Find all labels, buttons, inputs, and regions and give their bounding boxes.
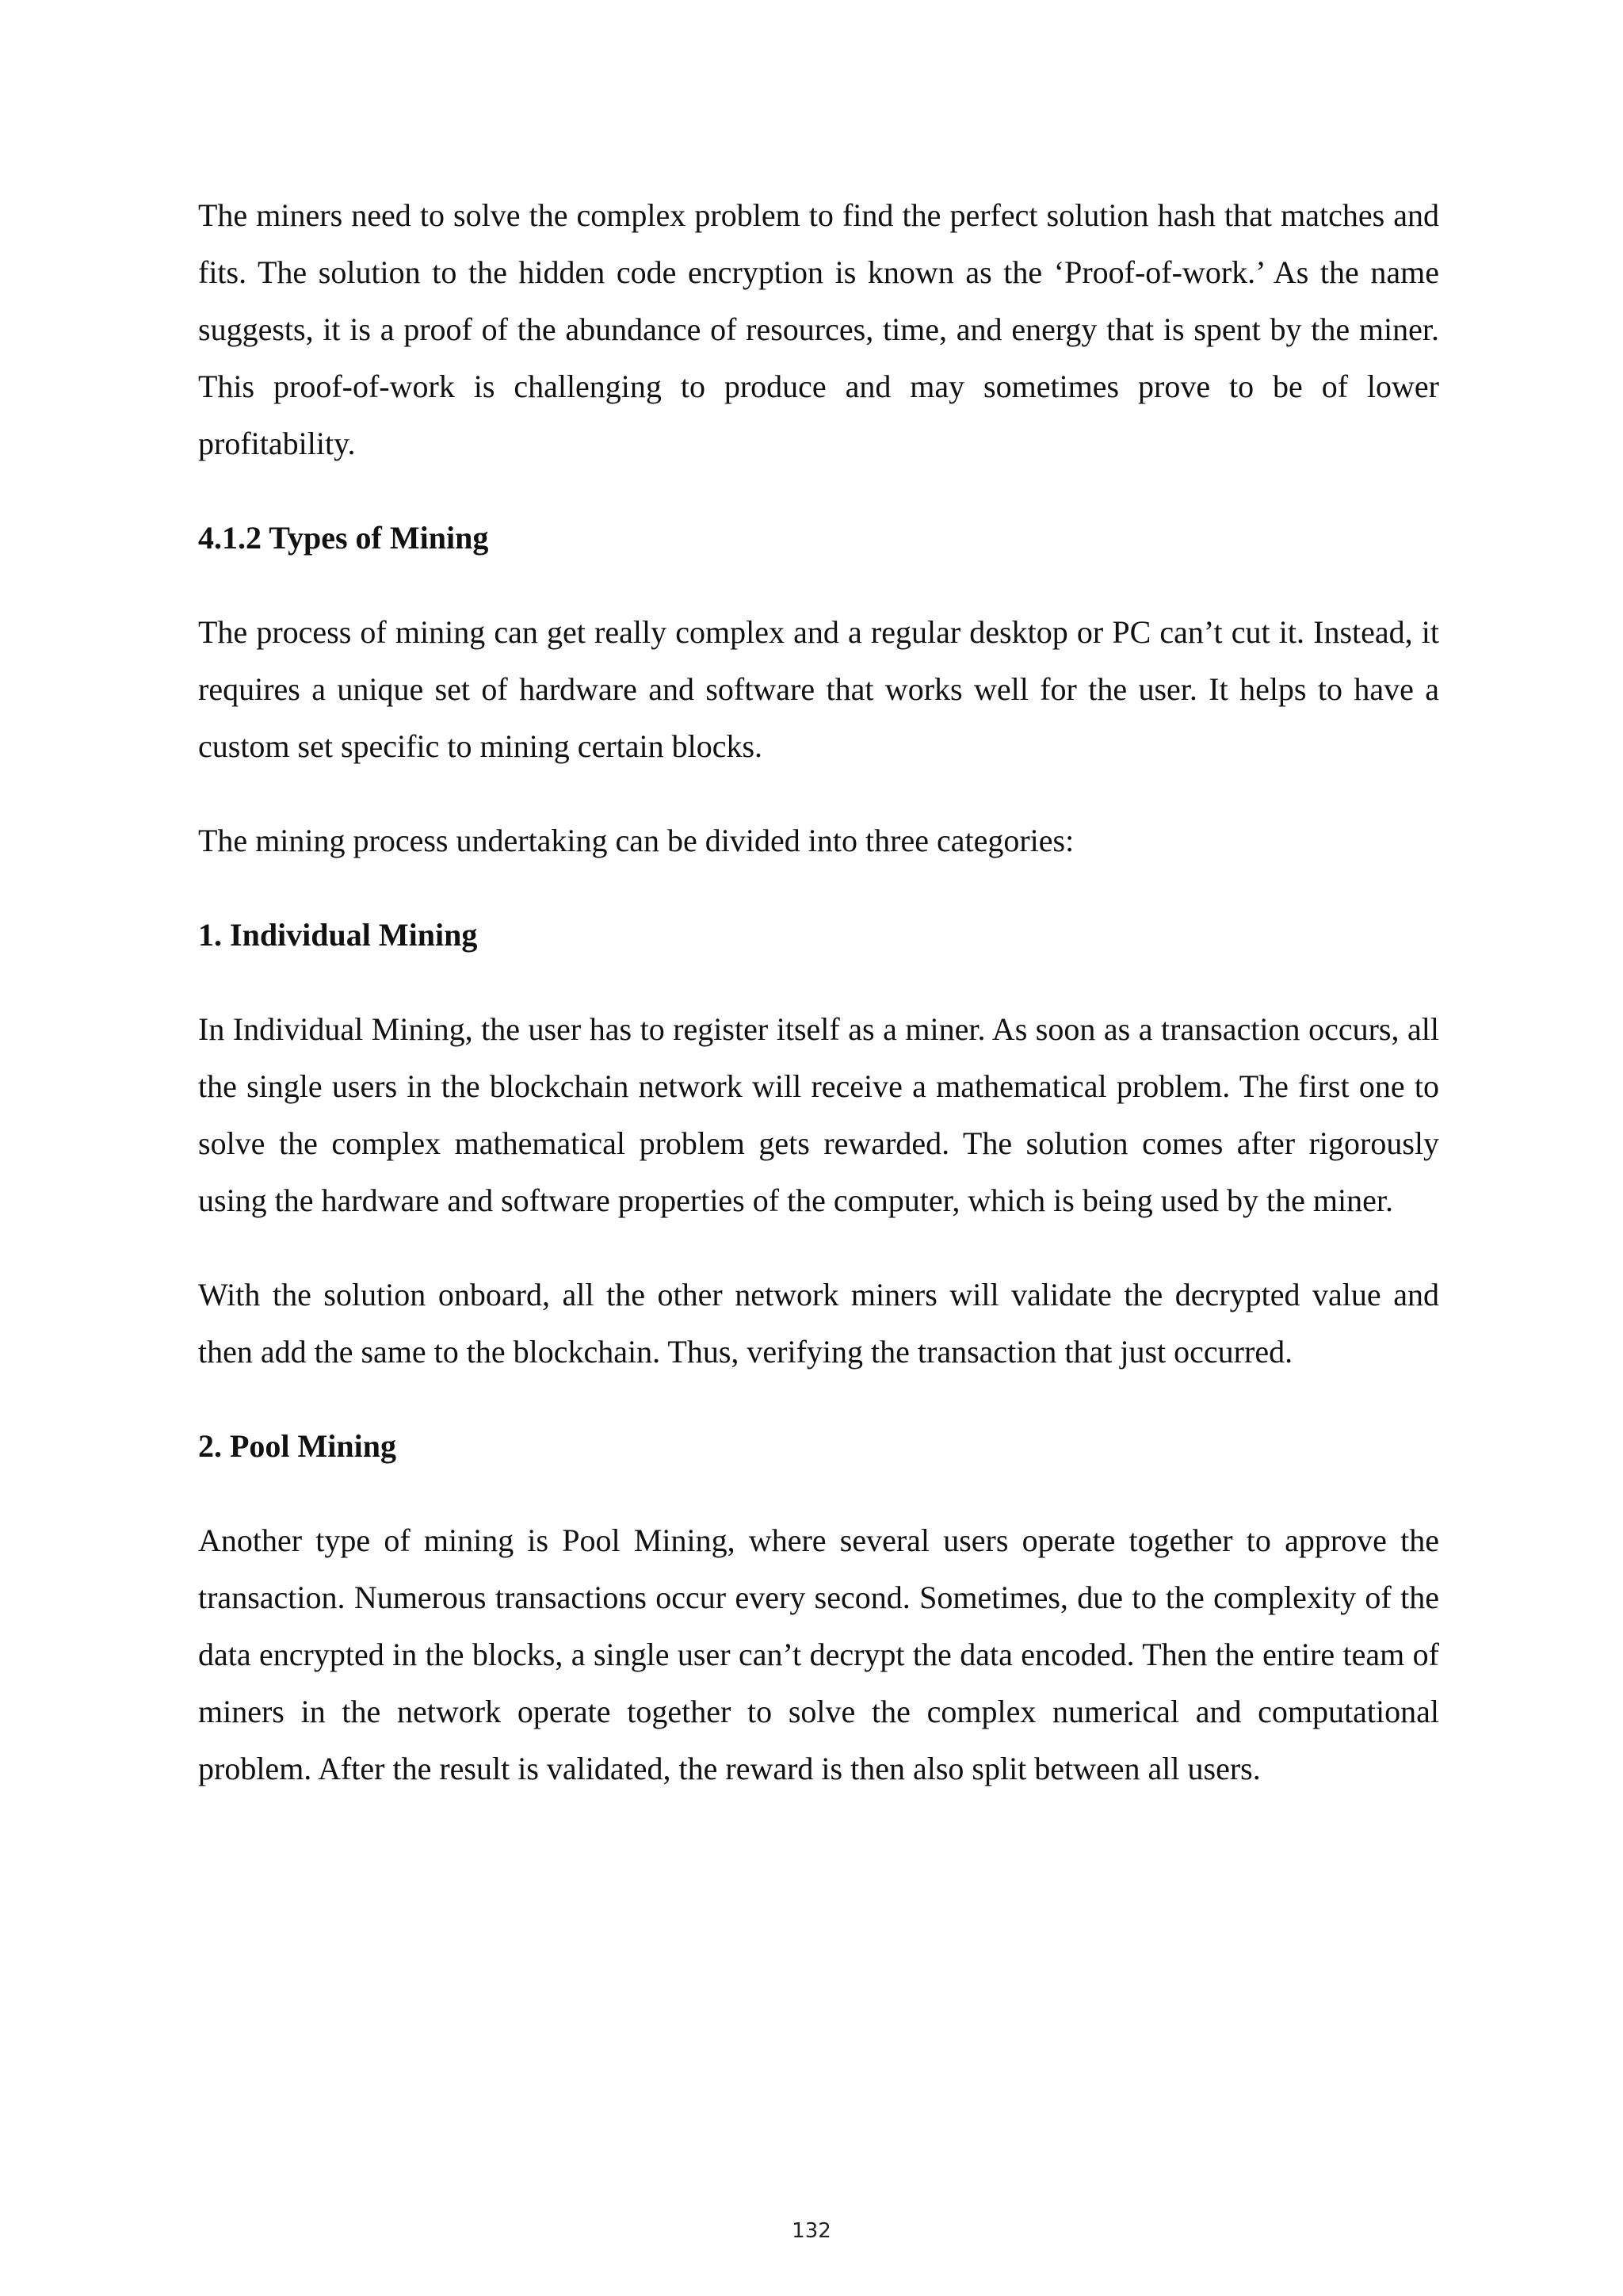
page-body <box>198 187 1439 1835</box>
individual-mining-paragraph-2: With the solution onboard, all the other network miners will validate the decrypted value and then add the same to the blockchain. Thus, verifying the transaction that just occurred. <box>198 1277 1439 1370</box>
individual-mining-paragraph-1: In Individual Mining, the user has to register itself as a miner. As soon as a transaction occurs, all the single users in the blockchain network will receive a mathematical problem. The first one to solve the complex mathematical problem gets rewarded. The solution comes after rigorously using the hardware and software properties of the computer, which is being used by the miner. <box>198 1011 1439 1218</box>
page-number: 132 <box>792 2219 831 2243</box>
pool-mining-heading: 2. Pool Mining <box>198 1428 397 1464</box>
intro-paragraph: The miners need to solve the complex problem to find the perfect solution hash that matches and fits. The solution to the hidden code encryption is known as the ‘Proof-of-work.’ As the name suggests, it is a proof of the abundance of resources, time, and energy that is spent by the miner. This proof-of-work is challenging to produce and may sometimes prove to be of lower profitability. <box>198 197 1439 461</box>
section-heading: 4.1.2 Types of Mining <box>198 520 489 556</box>
types-paragraph-2: The mining process undertaking can be divided into three categories: <box>198 823 1075 858</box>
pool-mining-paragraph: Another type of mining is Pool Mining, where several users operate together to approve the transaction. Numerous transactions occur every second. Sometimes, due to the complexity of the data encrypted in the blocks, a single user can’t decrypt the data encoded. Then the entire team of miners in the network operate together to solve the complex numerical and computational problem. After the result is validated, the reward is then also split between all users. <box>198 1522 1439 1786</box>
types-paragraph-1: The process of mining can get really complex and a regular desktop or PC can’t cut it. Instead, it requires a unique set of hardware and software that works well for the user. It helps to have a custom set specific to mining certain blocks. <box>198 614 1439 764</box>
individual-mining-heading: 1. Individual Mining <box>198 917 478 953</box>
